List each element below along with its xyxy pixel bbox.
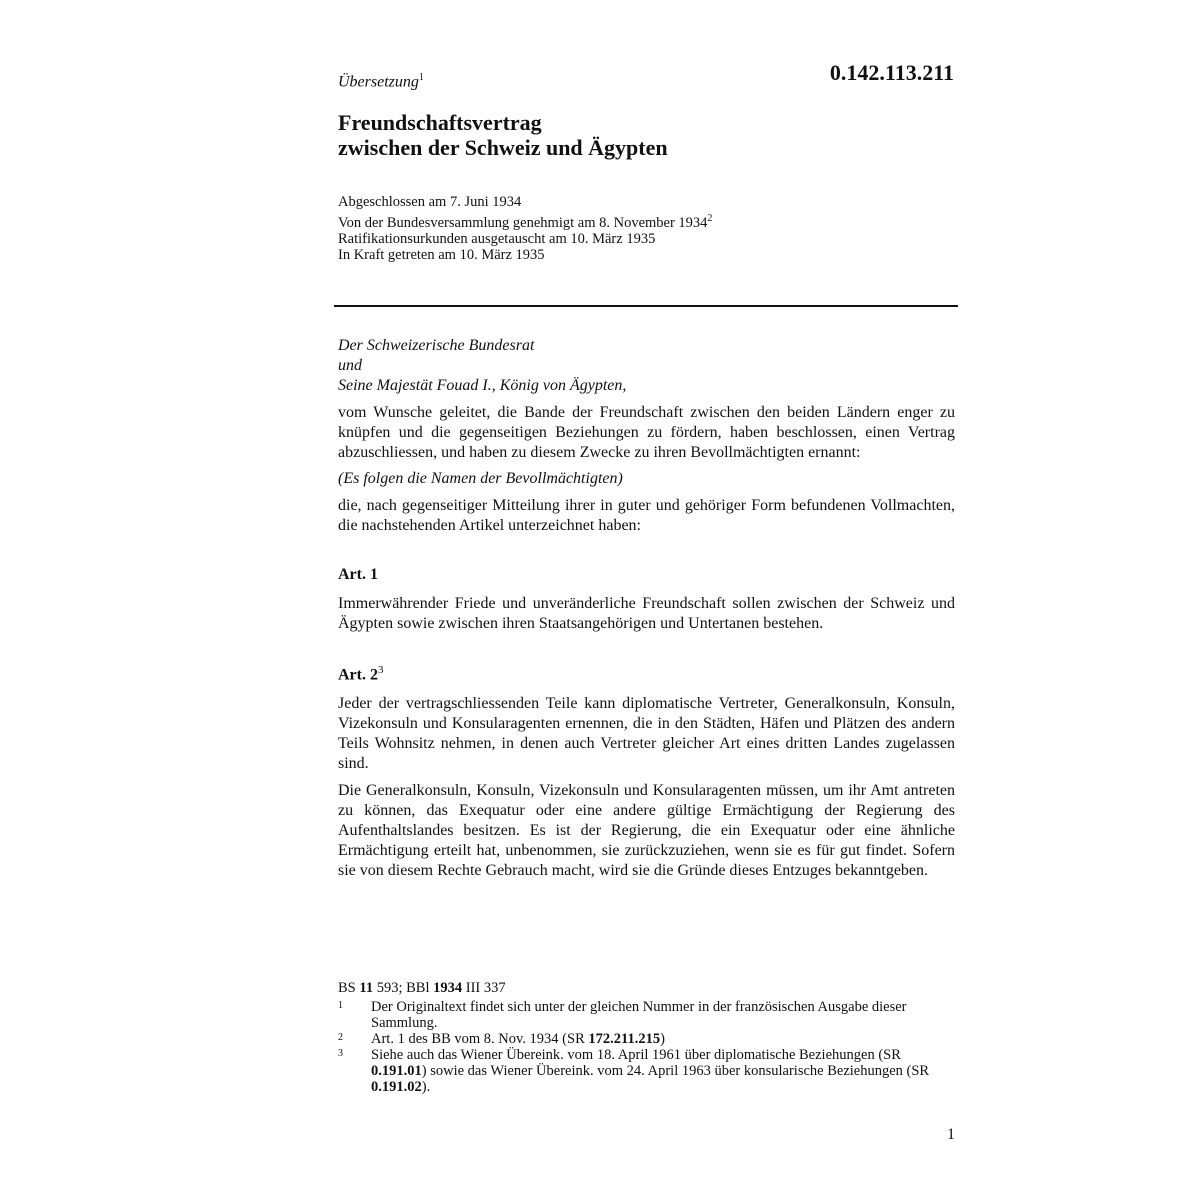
article-2-paragraph-1: Jeder der vertragschliessenden Teile kann diplomatische Vertreter, Generalkonsuln, Konsuln, Vizekonsuln und Konsularagenten ernennen, die in den Städten, Häfen und Plätzen des andern Teils Wohnsitz nehmen, in denen auch Vertreter gleicher Art eines dritten Landes zugelassen sind. [338, 695, 955, 773]
footnote-number: 1 [338, 1000, 343, 1011]
article-2-heading: Art. $2^3$ [338, 664, 384, 684]
treaty-dates [338, 194, 712, 264]
concluded-date: Abgeschlossen am 7. Juni 1934 [338, 194, 522, 210]
article-2-paragraph-2: Die Generalkonsuln, Konsuln, Vizekonsuln und Konsularagenten müssen, um ihr Amt antreten zu können, das Exequatur oder eine andere gültige Ermächtigung der Regierung des Aufenthaltslandes besitzen. Es ist der Regierung, die ein Exequatur oder eine ähnliche Ermächtigung erteilt hat, unbenommen, sie zurückzuziehen, wenn sie es für gut findet. Sofern sie von diesem Rechte Gebrauch macht, wird sie die Gründe dieses Entzuges bekanntgeben. [338, 782, 955, 880]
document-title [338, 110, 668, 160]
party-and: und [338, 357, 362, 374]
treaty-body [338, 336, 955, 881]
title-line-2: zwischen der Schweiz und Ägypten [338, 135, 668, 160]
sr-link[interactable]: 172.211.215 [588, 1031, 661, 1047]
preamble-paragraph-1: vom Wunsche geleitet, die Bande der Freundschaft zwischen den beiden Ländern enger zu knüpfen und die gegenseitigen Beziehungen zu fördern, haben beschlossen, einen Vertrag abzuschliessen, und haben zu diesem Zwecke zu ihren Bevollmächtigten ernannt: [338, 404, 955, 461]
footnote-number: 2 [338, 1032, 343, 1043]
footnote-ref-2[interactable]: 2 [707, 212, 713, 224]
footnote-number: 3 [338, 1048, 343, 1059]
approved-date: Von der Bundesversammlung genehmigt am 8. November 1934$^2$ [338, 212, 713, 231]
footnote-ref-1[interactable]: 1 [418, 72, 424, 83]
title-line-1: Freundschaftsvertrag [338, 110, 542, 135]
plenipotentiaries-note: (Es folgen die Namen der Bevollmächtigten) [338, 470, 623, 487]
footnote-2 [338, 1031, 938, 1047]
article-1-heading: Art. 1 [338, 566, 378, 583]
footnote-3 [338, 1047, 938, 1095]
footnote-ref-3[interactable]: 3 [377, 664, 384, 676]
source-reference: BS 11 593; BBl 1934 III 337 [338, 980, 506, 996]
footnote-text: Siehe auch das Wiener Übereink. vom 18. April 1961 über diplomatische Beziehungen (SR 0.191.01) sowie das Wiener Übereink. vom 24. April 1963 über konsularische Beziehungen (SR 0.191.02). [371, 1047, 930, 1095]
party-2: Seine Majestät Fouad I., König von Ägypten, [338, 377, 627, 394]
in-force-date: In Kraft getreten am 10. März 1935 [338, 247, 545, 264]
translation-label: Übersetzung$^1$ [338, 72, 424, 91]
footnote-1 [338, 999, 938, 1031]
article-1-paragraph-1: Immerwährender Friede und unveränderliche Freundschaft sollen zwischen der Schweiz und Ägypten sowie zwischen ihren Staatsangehörigen und Untertanen bestehen. [338, 595, 955, 632]
footnote-text: Der Originaltext findet sich unter der gleichen Nummer in der französischen Ausgabe dieser Sammlung. [371, 999, 907, 1031]
footnote-text: Art. 1 des BB vom 8. Nov. 1934 (SR 172.211.215) [371, 1031, 665, 1047]
sr-number: 0.142.113.211 [829, 60, 954, 85]
page-number: 1 [947, 1126, 955, 1143]
party-1: Der Schweizerische Bundesrat [338, 337, 535, 354]
ratified-date: Ratifikationsurkunden ausgetauscht am 10. März 1935 [338, 230, 656, 247]
footnotes [338, 980, 938, 1095]
sr-link[interactable]: 0.191.02 [371, 1079, 422, 1095]
preamble-paragraph-2: die, nach gegenseitiger Mitteilung ihrer in guter und gehöriger Form befundenen Vollmachten, die nachstehenden Artikel unterzeichnet haben: [338, 497, 955, 534]
divider-rule [334, 305, 958, 307]
sr-link[interactable]: 0.191.01 [371, 1063, 422, 1079]
